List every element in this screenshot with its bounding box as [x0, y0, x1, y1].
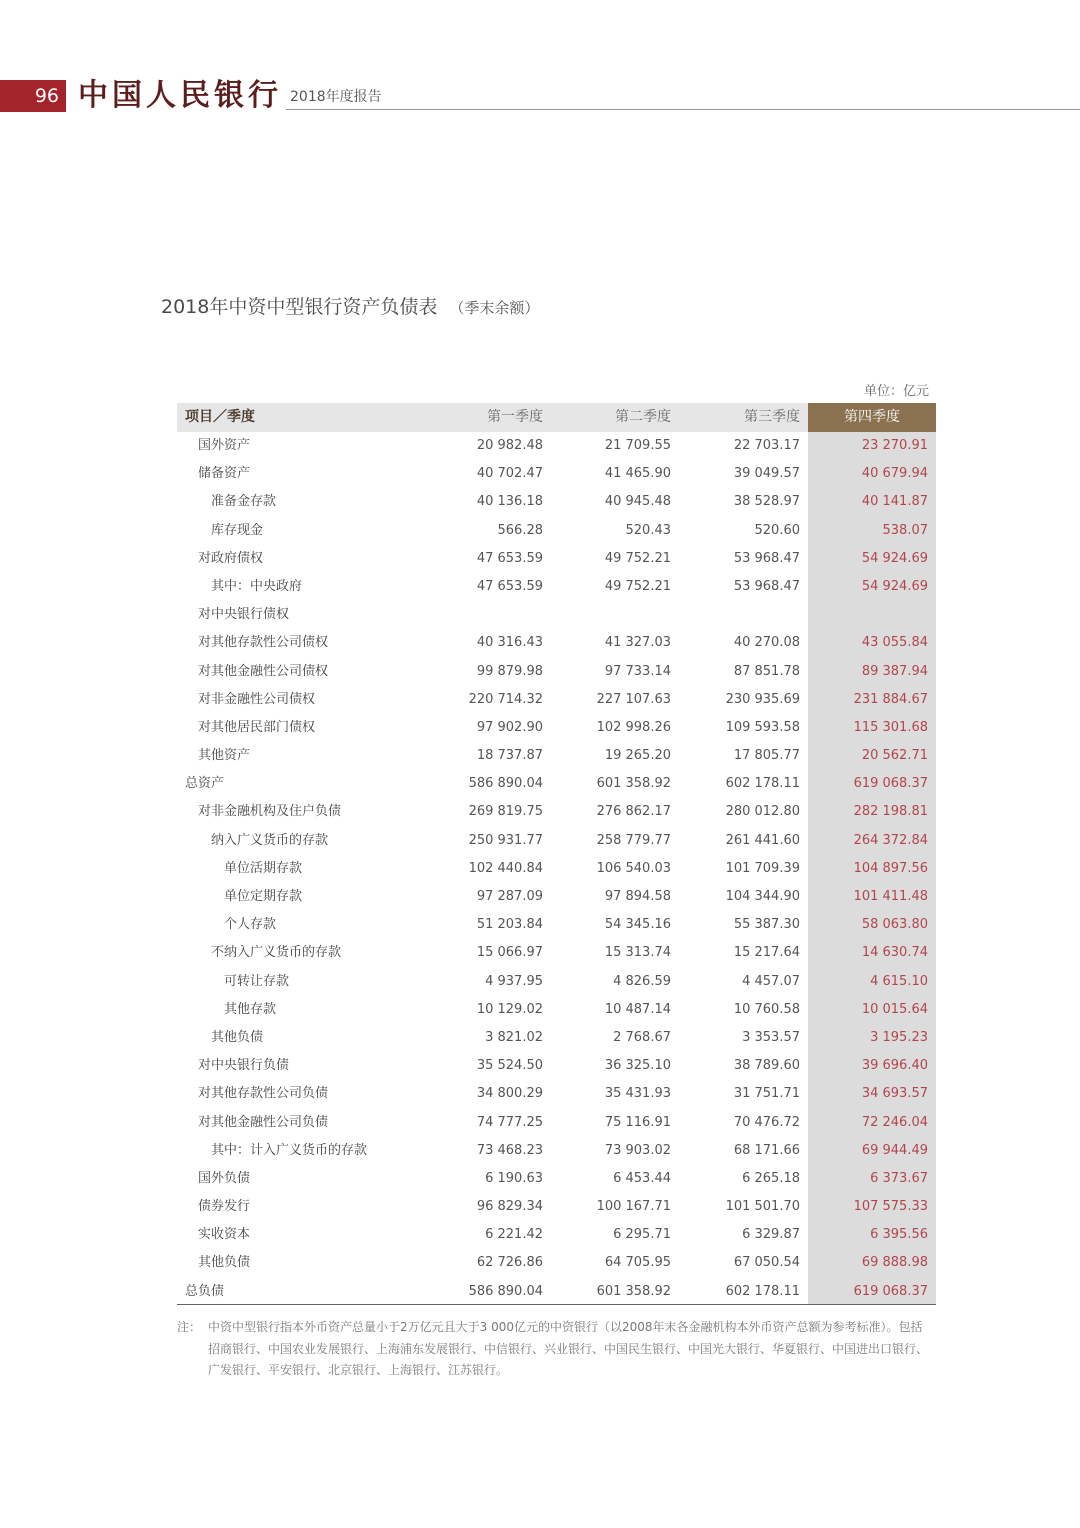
row-label: 不纳入广义货币的存款 — [211, 945, 342, 961]
cell-q3: 602 178.11 — [725, 776, 800, 792]
table-body — [177, 432, 936, 1306]
cell-q4: 619 068.37 — [853, 1283, 928, 1299]
footnote-label: 注： — [177, 1320, 202, 1334]
row-label: 对中央银行负债 — [198, 1058, 290, 1074]
cell-q1: 47 653.59 — [476, 550, 543, 566]
cell-q2: 75 116.91 — [604, 1114, 671, 1130]
cell-q3: 230 935.69 — [725, 691, 800, 707]
table-row — [177, 1221, 936, 1249]
cell-q4: 6 395.56 — [870, 1227, 928, 1243]
cell-q3: 15 217.64 — [733, 945, 800, 961]
cell-q2: 227 107.63 — [596, 691, 671, 707]
cell-q3: 6 329.87 — [742, 1227, 800, 1243]
cell-q2: 73 903.02 — [604, 1142, 671, 1158]
cell-q3: 602 178.11 — [725, 1283, 800, 1299]
header-rule — [286, 109, 1080, 110]
table-row — [177, 1165, 936, 1193]
footnote-line: 中资中型银行指本外币资产总量小于2万亿元且大于3 000亿元的中资银行（以2008年末各金融机构本外币资产总额为参考标准）。包括 — [208, 1320, 923, 1334]
row-label: 单位活期存款 — [224, 860, 303, 876]
table-row — [177, 939, 936, 967]
cell-q1: 4 937.95 — [485, 973, 543, 989]
table-title-sub: （季末余额） — [449, 299, 540, 317]
cell-q3: 70 476.72 — [733, 1114, 800, 1130]
cell-q4: 104 897.56 — [853, 860, 928, 876]
cell-q1: 40 702.47 — [476, 466, 543, 482]
cell-q3: 6 265.18 — [742, 1170, 800, 1186]
table-row — [177, 1137, 936, 1165]
row-label: 对其他存款性公司债权 — [198, 635, 329, 651]
table-row — [177, 629, 936, 657]
unit-label: 单位：亿元 — [863, 384, 929, 399]
cell-q3: 520.60 — [754, 522, 800, 538]
row-label: 其他负债 — [198, 1255, 251, 1271]
row-label: 债券发行 — [198, 1199, 251, 1215]
cell-q4: 107 575.33 — [853, 1199, 928, 1215]
row-label: 对其他金融性公司负债 — [198, 1114, 329, 1130]
row-label: 可转让存款 — [224, 973, 290, 989]
cell-q4: 54 924.69 — [861, 578, 928, 594]
table-row — [177, 460, 936, 488]
cell-q1: 18 737.87 — [476, 748, 543, 764]
cell-q3: 53 968.47 — [733, 578, 800, 594]
cell-q4: 264 372.84 — [853, 832, 928, 848]
table-header — [177, 403, 936, 432]
cell-q2: 54 345.16 — [604, 917, 671, 933]
cell-q1: 3 821.02 — [485, 1029, 543, 1045]
cell-q3: 261 441.60 — [725, 832, 800, 848]
table-title — [161, 292, 539, 319]
header-accent-rule — [0, 111, 66, 112]
cell-q1: 47 653.59 — [476, 578, 543, 594]
row-label: 其中：计入广义货币的存款 — [211, 1142, 368, 1158]
table-row — [177, 968, 936, 996]
table-row — [177, 686, 936, 714]
cell-q4: 282 198.81 — [853, 804, 928, 820]
table-row — [177, 798, 936, 826]
cell-q2: 100 167.71 — [596, 1199, 671, 1215]
cell-q2: 10 487.14 — [604, 1001, 671, 1017]
cell-q4: 43 055.84 — [861, 635, 928, 651]
cell-q2: 6 453.44 — [613, 1170, 671, 1186]
cell-q1: 96 829.34 — [476, 1199, 543, 1215]
table-row — [177, 855, 936, 883]
cell-q4: 54 924.69 — [861, 550, 928, 566]
footnote-line: 招商银行、中国农业发展银行、上海浦东发展银行、中信银行、兴业银行、中国民生银行、中国光大银行、华夏银行、中国进出口银行、 — [208, 1341, 929, 1356]
cell-q3: 87 851.78 — [733, 663, 800, 679]
cell-q3: 10 760.58 — [733, 1001, 800, 1017]
cell-q3: 4 457.07 — [742, 973, 800, 989]
cell-q1: 15 066.97 — [476, 945, 543, 961]
row-label: 对其他居民部门债权 — [198, 719, 316, 735]
table-row — [177, 1193, 936, 1221]
row-label: 储备资产 — [198, 466, 251, 482]
cell-q1: 220 714.32 — [468, 691, 543, 707]
cell-q2: 601 358.92 — [596, 776, 671, 792]
cell-q4: 40 141.87 — [861, 494, 928, 510]
table-bottom-rule — [177, 1304, 936, 1305]
col-header-q2: 第二季度 — [615, 409, 671, 425]
cell-q2: 97 894.58 — [604, 889, 671, 904]
cell-q2: 19 265.20 — [604, 748, 671, 764]
cell-q4: 538.07 — [882, 522, 928, 538]
cell-q3: 3 353.57 — [742, 1029, 800, 1045]
cell-q1: 40 316.43 — [476, 635, 543, 651]
table-row — [177, 1278, 936, 1306]
footnote — [177, 1317, 937, 1382]
cell-q4: 20 562.71 — [861, 748, 928, 764]
cell-q4: 101 411.48 — [853, 889, 928, 904]
cell-q3: 17 805.77 — [733, 748, 800, 764]
cell-q3: 109 593.58 — [725, 719, 800, 735]
cell-q2: 102 998.26 — [596, 719, 671, 735]
cell-q1: 566.28 — [497, 522, 543, 538]
table-row — [177, 827, 936, 855]
cell-q1: 6 190.63 — [485, 1170, 543, 1186]
col-header-item: 项目／季度 — [185, 409, 255, 425]
cell-q2: 4 826.59 — [613, 973, 671, 989]
row-label: 对非金融机构及住户负债 — [198, 804, 342, 820]
cell-q4: 58 063.80 — [861, 917, 928, 933]
table-row — [177, 573, 936, 601]
cell-q3: 101 501.70 — [725, 1199, 800, 1215]
cell-q2: 2 768.67 — [613, 1029, 671, 1045]
table-row — [177, 883, 936, 911]
cell-q1: 74 777.25 — [476, 1114, 543, 1130]
row-label: 对中央银行债权 — [198, 607, 290, 623]
cell-q2: 276 862.17 — [596, 804, 671, 820]
cell-q2: 520.43 — [625, 522, 671, 538]
table-row — [177, 517, 936, 545]
cell-q2: 41 465.90 — [604, 466, 671, 482]
cell-q2: 35 431.93 — [604, 1086, 671, 1102]
table-row — [177, 1024, 936, 1052]
cell-q2: 15 313.74 — [604, 945, 671, 961]
cell-q1: 586 890.04 — [468, 776, 543, 792]
row-label: 国外负债 — [198, 1170, 251, 1186]
row-label: 总负债 — [185, 1283, 225, 1299]
row-label: 个人存款 — [224, 917, 277, 933]
cell-q1: 73 468.23 — [476, 1142, 543, 1158]
col-header-q3: 第三季度 — [744, 409, 800, 425]
report-label: 2018年度报告 — [290, 89, 382, 105]
cell-q3: 38 789.60 — [733, 1058, 800, 1074]
cell-q2: 106 540.03 — [596, 860, 671, 876]
cell-q1: 10 129.02 — [476, 1001, 543, 1017]
cell-q4: 231 884.67 — [853, 691, 928, 707]
cell-q2: 40 945.48 — [604, 494, 671, 510]
cell-q1: 250 931.77 — [468, 832, 543, 848]
cell-q3: 38 528.97 — [733, 494, 800, 510]
cell-q3: 55 387.30 — [733, 917, 800, 933]
row-label: 准备金存款 — [211, 494, 277, 510]
cell-q1: 51 203.84 — [476, 917, 543, 933]
cell-q4: 619 068.37 — [853, 776, 928, 792]
cell-q2: 41 327.03 — [604, 635, 671, 651]
col-header-q4: 第四季度 — [808, 403, 936, 432]
cell-q3: 22 703.17 — [733, 438, 800, 453]
row-label: 对其他金融性公司债权 — [198, 663, 329, 679]
table-title-main: 2018年中资中型银行资产负债表 — [161, 296, 438, 318]
cell-q1: 99 879.98 — [476, 663, 543, 679]
cell-q4: 3 195.23 — [870, 1029, 928, 1045]
cell-q1: 6 221.42 — [485, 1227, 543, 1243]
cell-q3: 68 171.66 — [733, 1142, 800, 1158]
footnote-line: 广发银行、平安银行、北京银行、上海银行、江苏银行。 — [208, 1363, 509, 1377]
cell-q4: 4 615.10 — [870, 973, 928, 989]
cell-q3: 40 270.08 — [733, 635, 800, 651]
cell-q4: 6 373.67 — [870, 1170, 928, 1186]
cell-q1: 34 800.29 — [476, 1086, 543, 1102]
cell-q2: 36 325.10 — [604, 1058, 671, 1074]
row-label: 对非金融性公司债权 — [198, 691, 316, 707]
cell-q1: 40 136.18 — [476, 494, 543, 510]
cell-q3: 67 050.54 — [733, 1255, 800, 1271]
table-row — [177, 996, 936, 1024]
table-row — [177, 742, 936, 770]
table-row — [177, 1080, 936, 1108]
row-label: 总资产 — [185, 776, 225, 792]
cell-q4: 34 693.57 — [861, 1086, 928, 1102]
cell-q2: 21 709.55 — [604, 438, 671, 453]
cell-q1: 586 890.04 — [468, 1283, 543, 1299]
table-row — [177, 1052, 936, 1080]
cell-q2: 49 752.21 — [604, 550, 671, 566]
cell-q2: 258 779.77 — [596, 832, 671, 848]
row-label: 其他负债 — [211, 1029, 264, 1045]
table-row — [177, 488, 936, 516]
cell-q1: 97 902.90 — [476, 719, 543, 735]
cell-q3: 101 709.39 — [725, 860, 800, 876]
cell-q3: 53 968.47 — [733, 550, 800, 566]
cell-q3: 31 751.71 — [733, 1086, 800, 1102]
cell-q4: 40 679.94 — [861, 466, 928, 482]
col-header-q1: 第一季度 — [487, 409, 543, 425]
cell-q1: 20 982.48 — [476, 438, 543, 453]
row-label: 库存现金 — [211, 522, 264, 538]
table-row — [177, 714, 936, 742]
page-number: 96 — [0, 80, 66, 112]
row-label: 对其他存款性公司负债 — [198, 1086, 329, 1102]
cell-q3: 104 344.90 — [725, 889, 800, 904]
cell-q4: 115 301.68 — [853, 719, 928, 735]
row-label: 其中：中央政府 — [211, 578, 303, 594]
table-row — [177, 432, 936, 460]
table-row — [177, 1109, 936, 1137]
row-label: 单位定期存款 — [224, 889, 303, 904]
table-row — [177, 545, 936, 573]
cell-q3: 280 012.80 — [725, 804, 800, 820]
cell-q2: 601 358.92 — [596, 1283, 671, 1299]
cell-q4: 69 888.98 — [861, 1255, 928, 1271]
table-row — [177, 770, 936, 798]
cell-q4: 89 387.94 — [861, 663, 928, 679]
cell-q2: 97 733.14 — [604, 663, 671, 679]
cell-q4: 10 015.64 — [861, 1001, 928, 1017]
table-row — [177, 658, 936, 686]
cell-q3: 39 049.57 — [733, 466, 800, 482]
row-label: 实收资本 — [198, 1227, 251, 1243]
pboc-logo: 中国人民银行 — [78, 78, 282, 113]
balance-sheet-table — [177, 403, 936, 1306]
page-header — [0, 78, 1080, 114]
cell-q2: 49 752.21 — [604, 578, 671, 594]
cell-q4: 69 944.49 — [861, 1142, 928, 1158]
cell-q4: 72 246.04 — [861, 1114, 928, 1130]
row-label: 对政府债权 — [198, 550, 264, 566]
row-label: 国外资产 — [198, 438, 251, 453]
cell-q4: 39 696.40 — [861, 1058, 928, 1074]
cell-q2: 64 705.95 — [604, 1255, 671, 1271]
row-label: 其他存款 — [224, 1001, 277, 1017]
cell-q1: 62 726.86 — [476, 1255, 543, 1271]
table-row — [177, 1249, 936, 1277]
cell-q4: 23 270.91 — [861, 438, 928, 453]
cell-q1: 35 524.50 — [476, 1058, 543, 1074]
cell-q2: 6 295.71 — [613, 1227, 671, 1243]
cell-q1: 102 440.84 — [468, 860, 543, 876]
row-label: 其他资产 — [198, 748, 251, 764]
row-label: 纳入广义货币的存款 — [211, 832, 329, 848]
cell-q1: 97 287.09 — [476, 889, 543, 904]
cell-q1: 269 819.75 — [468, 804, 543, 820]
cell-q4: 14 630.74 — [861, 945, 928, 961]
table-row — [177, 601, 936, 629]
table-row — [177, 911, 936, 939]
